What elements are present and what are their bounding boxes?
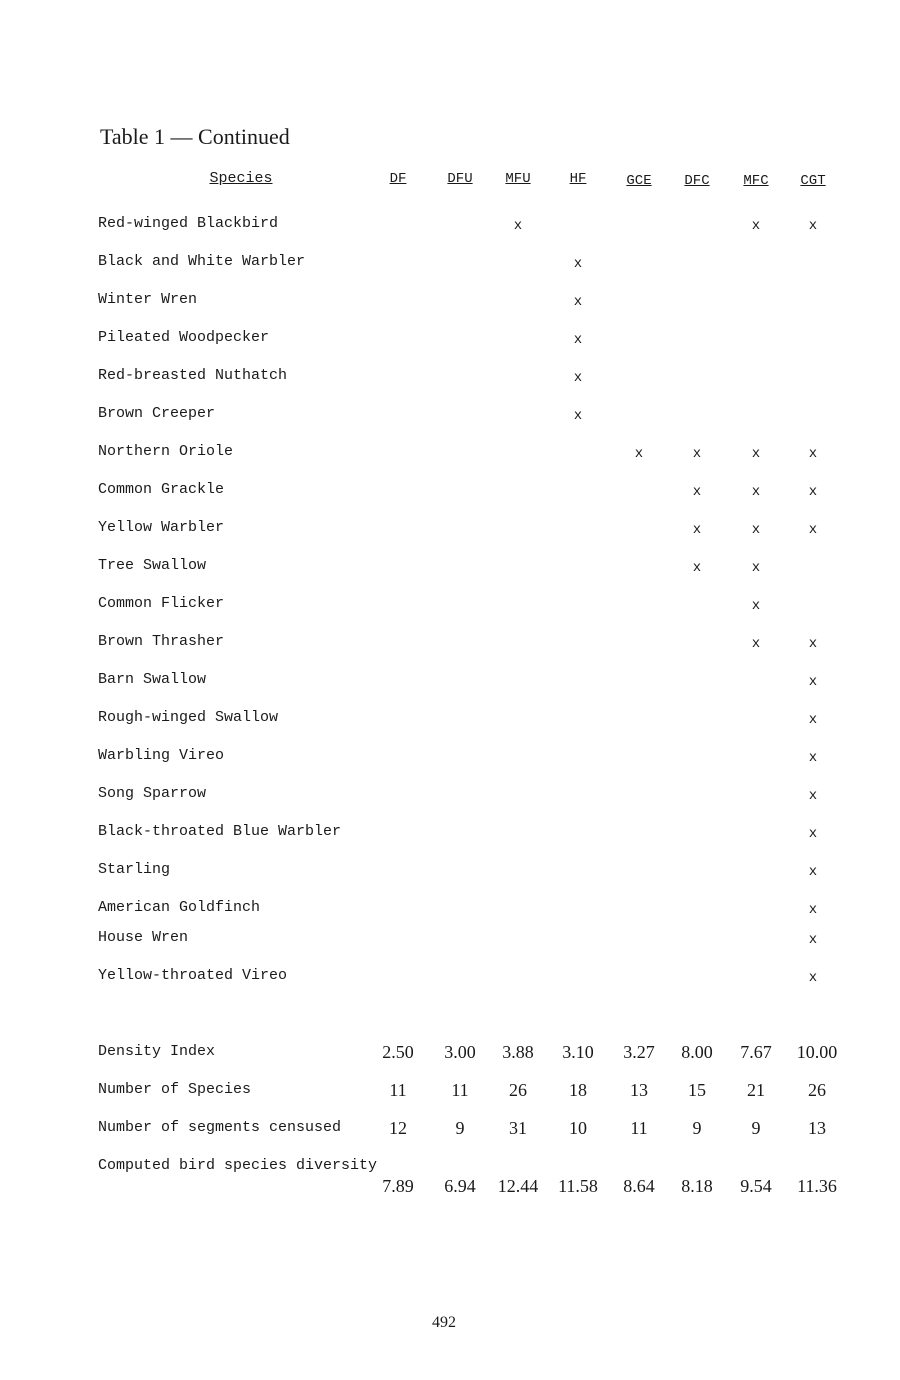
stat-label: Computed bird species diversity	[98, 1157, 378, 1174]
stat-value: 26	[808, 1080, 826, 1100]
presence-mark: x	[692, 560, 702, 576]
stat-value: 7.67	[740, 1042, 772, 1062]
table-title: Table 1 — Continued	[100, 124, 290, 149]
species-name: Brown Creeper	[98, 405, 216, 422]
stat-value: 10	[569, 1118, 587, 1138]
species-name: Warbling Vireo	[98, 747, 225, 764]
species-name: Yellow-throated Vireo	[98, 967, 288, 984]
stat-value: 3.27	[623, 1042, 655, 1062]
stat-value: 7.89	[382, 1176, 414, 1196]
table-row	[0, 367, 900, 391]
species-name: Brown Thrasher	[98, 633, 225, 650]
species-name: Common Grackle	[98, 481, 225, 498]
table-row	[0, 929, 900, 953]
stat-value: 2.50	[382, 1042, 414, 1062]
stat-label: Density Index	[98, 1043, 216, 1060]
presence-mark: x	[808, 218, 818, 234]
presence-mark: x	[692, 484, 702, 500]
stat-value: 9.54	[740, 1176, 772, 1196]
stat-value: 11	[389, 1080, 407, 1100]
presence-mark: x	[751, 598, 761, 614]
table-row	[0, 443, 900, 467]
table-row	[0, 481, 900, 505]
presence-mark: x	[808, 636, 818, 652]
presence-mark: x	[808, 826, 818, 842]
presence-mark: x	[808, 902, 818, 918]
stat-value: 15	[688, 1080, 706, 1100]
stat-value: 11	[451, 1080, 469, 1100]
species-name: Red-winged Blackbird	[98, 215, 279, 232]
stat-value: 12.44	[497, 1176, 539, 1196]
stat-value: 10.00	[796, 1042, 838, 1062]
stat-value: 3.88	[502, 1042, 534, 1062]
species-name: Northern Oriole	[98, 443, 234, 460]
presence-mark: x	[573, 408, 583, 424]
species-name: Winter Wren	[98, 291, 198, 308]
stat-value: 11.58	[558, 1176, 598, 1196]
presence-mark: x	[751, 522, 761, 538]
stat-value: 31	[509, 1118, 527, 1138]
column-header-mfu: MFU	[505, 171, 531, 187]
presence-mark: x	[808, 484, 818, 500]
presence-mark: x	[573, 256, 583, 272]
column-header-cgt: CGT	[800, 173, 826, 189]
species-name: Yellow Warbler	[98, 519, 225, 536]
presence-mark: x	[808, 674, 818, 690]
presence-mark: x	[808, 970, 818, 986]
species-name: Pileated Woodpecker	[98, 329, 270, 346]
table-row	[0, 967, 900, 991]
presence-mark: x	[808, 522, 818, 538]
table-row	[0, 519, 900, 543]
table-row	[0, 329, 900, 353]
presence-mark: x	[573, 370, 583, 386]
presence-mark: x	[751, 446, 761, 462]
presence-mark: x	[808, 712, 818, 728]
table-row	[0, 557, 900, 581]
presence-mark: x	[808, 864, 818, 880]
stat-value: 11	[630, 1118, 648, 1138]
column-header-dfu: DFU	[447, 171, 473, 187]
table-row	[0, 215, 900, 239]
presence-mark: x	[808, 788, 818, 804]
table-row	[0, 405, 900, 429]
stat-value: 8.00	[681, 1042, 713, 1062]
stat-value: 9	[455, 1118, 465, 1138]
column-header-gce: GCE	[626, 173, 652, 189]
table-row	[0, 785, 900, 809]
presence-mark: x	[573, 294, 583, 310]
table-row	[0, 253, 900, 277]
stat-value: 9	[751, 1118, 761, 1138]
stat-value: 3.10	[562, 1042, 594, 1062]
table-row	[0, 747, 900, 771]
column-header-mfc: MFC	[743, 173, 769, 189]
table-row	[0, 291, 900, 315]
presence-mark: x	[692, 446, 702, 462]
stat-value: 11.36	[797, 1176, 837, 1196]
stat-value: 26	[509, 1080, 527, 1100]
stat-label: Number of Species	[98, 1081, 252, 1098]
column-header-dfc: DFC	[684, 173, 710, 189]
species-name: Song Sparrow	[98, 785, 207, 802]
stat-value: 6.94	[444, 1176, 476, 1196]
stat-value: 8.18	[681, 1176, 713, 1196]
presence-mark: x	[751, 484, 761, 500]
stat-value: 21	[747, 1080, 765, 1100]
presence-mark: x	[751, 636, 761, 652]
presence-mark: x	[808, 446, 818, 462]
presence-mark: x	[751, 218, 761, 234]
table-row	[0, 709, 900, 733]
stat-value: 8.64	[623, 1176, 655, 1196]
stat-label: Number of segments censused	[98, 1119, 342, 1136]
presence-mark: x	[573, 332, 583, 348]
species-name: American Goldfinch	[98, 899, 261, 916]
table-row	[0, 671, 900, 695]
column-header-df: DF	[389, 171, 407, 187]
species-name: Red-breasted Nuthatch	[98, 367, 288, 384]
stat-value: 18	[569, 1080, 587, 1100]
presence-mark: x	[808, 932, 818, 948]
presence-mark: x	[808, 750, 818, 766]
stat-value: 12	[389, 1118, 407, 1138]
species-name: Black and White Warbler	[98, 253, 306, 270]
species-name: Black-throated Blue Warbler	[98, 823, 342, 840]
table-row	[0, 899, 900, 923]
presence-mark: x	[513, 218, 523, 234]
species-name: Barn Swallow	[98, 671, 207, 688]
presence-mark: x	[634, 446, 644, 462]
species-name: House Wren	[98, 929, 189, 946]
species-name: Starling	[98, 861, 171, 878]
stat-value: 9	[692, 1118, 702, 1138]
presence-mark: x	[751, 560, 761, 576]
column-header-hf: HF	[569, 171, 587, 187]
stat-value: 3.00	[444, 1042, 476, 1062]
stat-value: 13	[808, 1118, 826, 1138]
presence-mark: x	[692, 522, 702, 538]
table-row	[0, 823, 900, 847]
table-row	[0, 861, 900, 885]
species-name: Common Flicker	[98, 595, 225, 612]
stat-value: 13	[630, 1080, 648, 1100]
species-column-header: Species	[209, 170, 273, 187]
species-name: Tree Swallow	[98, 557, 207, 574]
page-number: 492	[432, 1314, 456, 1331]
table-row	[0, 633, 900, 657]
species-name: Rough-winged Swallow	[98, 709, 279, 726]
table-row	[0, 595, 900, 619]
